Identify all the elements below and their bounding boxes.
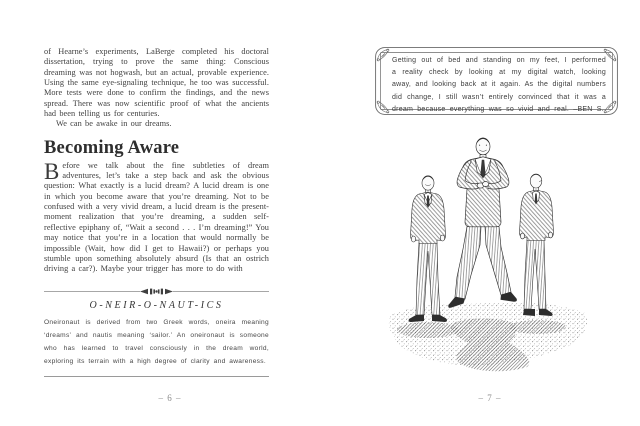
oneironautics-sidebar [44, 287, 269, 377]
reader-quote-box [375, 47, 618, 115]
right-man-figure [519, 174, 553, 316]
shadow-left-man [397, 322, 459, 338]
left-page-text-column [44, 47, 269, 287]
sidebar-bottom-rule [44, 376, 269, 377]
paragraph-becoming-aware-text: efore we talk about the fine subtleties of dream adventures, let’s take a step back and ask the obvious question: What exactly is a lucid dream? A lucid dream is one in which you become aware that you’re dreaming. Not to be confused with a very vivid dream, a lucid dream is the present-moment realization that you’re dreaming, a sudden self-reflective epiphany of, “Wait a second . . . I’m dreaming!” You may notice that you’re in a location that would normally be impossible (Wait, how did I get to Hawaii?) or perhaps you stumble upon something absolutely absurd (Is that an ostrich driving a car?). Maybe your trigger has more to do with [44, 160, 269, 274]
shadow-right-man [510, 320, 566, 334]
page-number-right: – 7 – [478, 393, 502, 403]
paragraph-laberge: of Hearne’s experiments, LaBerge completed his doctoral dissertation, trying to prove the same thing: Conscious dreaming was not hogwash, but an actual, provable experience. Using the same eye-signaling technique, he too was successful. More tests were done to confirm the findings, and the news spread. There was now scientific proof of what the ancients had been telling us for centuries. [44, 47, 269, 119]
sidebar-definition: Oneironaut is derived from two Greek words, oneira meaning ‘dreams’ and nautis meaning ‘sailor.’ An oneironaut is someone who has learned to travel consciously in the dream world, exploring its terrain with a high degree of clarity and awareness. [44, 319, 269, 365]
center-floating-man-figure [448, 138, 517, 308]
three-men-etching-illustration [383, 128, 595, 378]
page-number-left: – 6 – [158, 393, 182, 403]
paragraph-awake: We can be awake in our dreams. [56, 119, 172, 129]
drop-cap: B [44, 158, 60, 184]
reader-quote-text: Getting out of bed and standing on my feet, I performed a reality check by looking at my digital watch, looking away, and looking back at it again. As the digital numbers did change, I still wasn’t entirely convinced that it was a dream because everything was so vivid and real. –BEN S. [392, 57, 606, 113]
section-heading: Becoming Aware [44, 137, 180, 158]
divider-ornament-icon [44, 287, 269, 296]
paragraph-becoming-aware [44, 158, 269, 275]
left-man-figure [409, 176, 447, 322]
sidebar-title: O-NEIR-O-NAUT-ICS [89, 300, 224, 311]
